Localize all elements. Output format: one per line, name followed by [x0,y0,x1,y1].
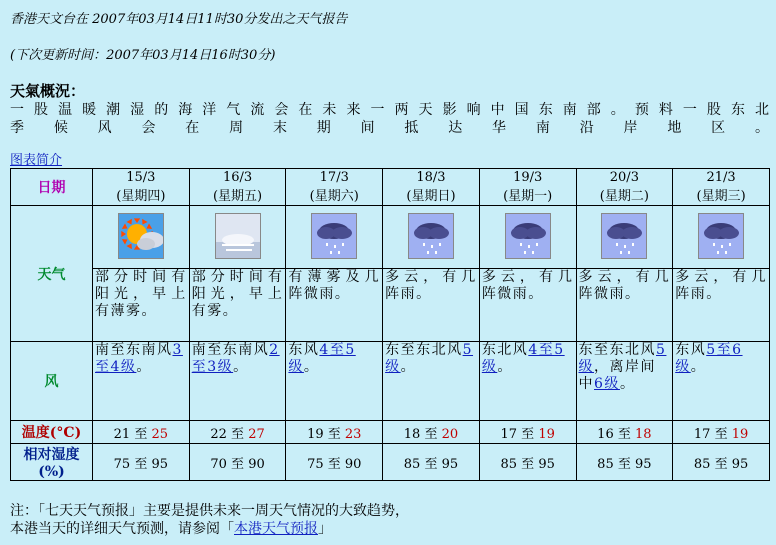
wind-direction: 东风 [675,342,707,358]
day-date: 18/3 [416,170,446,185]
range-separator: 至 [521,456,535,472]
note-line2-suffix: 」 [318,521,332,537]
wind-row [11,342,770,421]
overview-text-line1: 一股温暖潮湿的海洋气流会在未来一两天影响中国东南部。预料一股东北 [10,102,770,118]
chart-intro-link[interactable]: 图表简介 [10,153,63,168]
wind-direction: 南至东南风 [95,342,173,358]
wind-direction: 南至东南风 [191,342,270,358]
weather-icon-cell [479,206,576,269]
range-separator: 至 [424,456,438,472]
day-header [93,169,190,206]
light-rain-icon [312,214,356,258]
wind-force-link[interactable]: 5至6级 [675,342,743,375]
wind-force-link[interactable]: 5级 [578,342,667,375]
humidity-label-line2: (%) [38,464,65,480]
weather-icon-frame [408,213,454,259]
day-header [673,169,770,206]
temperature-max: 18 [635,426,652,442]
day-weekday: (星期三) [696,189,746,204]
light-rain-icon [602,214,646,258]
day-weekday: (星期日) [406,189,456,204]
humidity-range [189,444,286,481]
weather-icon-cell [383,206,480,269]
weather-icon-cell [189,206,286,269]
humidity-max: 95 [538,456,555,472]
day-header [479,169,576,206]
humidity-range [93,444,190,481]
weather-icon-cell [576,206,673,269]
wind-direction: 东至东北风 [578,342,657,358]
humidity-max: 95 [151,456,169,472]
weather-icon-cell [673,206,770,269]
note-line1: 注：「七天天气预报」主要是提供未来一周天气情况的大致趋势， [10,503,409,519]
day-date: 19/3 [513,170,543,185]
wind-suffix: 。 [136,359,152,375]
range-separator: 至 [327,456,341,472]
weather-description: 有薄雾及几阵微雨。 [286,269,383,342]
seven-day-forecast-table [10,168,770,481]
weather-description: 多云，有几阵微雨。 [479,269,576,342]
range-separator: 至 [134,456,148,472]
weather-icon-cell [286,206,383,269]
day-weekday: (星期五) [212,189,263,204]
temperature-min: 16 [597,426,614,442]
humidity-range [576,444,673,481]
temperature-min: 19 [307,426,324,442]
humidity-min: 85 [500,456,518,472]
wind-direction: 东至东北风 [385,342,463,358]
humidity-min: 85 [403,456,421,472]
weather-description: 多云，有几阵雨。 [673,269,770,342]
wind-description [189,342,286,421]
day-header [576,169,673,206]
wind-suffix: 。 [400,359,417,375]
temperature-min: 17 [693,426,711,442]
temperature-min: 21 [113,426,131,442]
wind-description [93,342,190,421]
humidity-max: 90 [248,456,265,472]
wind-description [576,342,673,421]
wind-suffix: 。 [619,376,636,392]
note-line2 [10,518,332,538]
range-separator: 至 [521,426,535,442]
temperature-range [576,421,673,444]
weather-icon-frame [215,213,261,259]
temperature-min: 17 [500,426,518,442]
day-weekday: (星期六) [309,189,359,204]
wind-force-link[interactable]: 6级 [594,376,620,392]
humidity-min: 70 [210,456,227,472]
humidity-min: 75 [113,456,131,472]
wind-description [383,342,480,421]
range-separator: 至 [134,426,148,442]
humidity-max: 95 [731,456,749,472]
weather-icon-row [11,206,770,269]
range-separator: 至 [617,426,631,442]
wind-force-link[interactable]: 5级 [385,342,474,375]
temperature-range [383,421,480,444]
day-date: 20/3 [609,170,639,185]
temperature-range [189,421,286,444]
day-header [189,169,286,206]
weather-icon-frame [601,213,647,259]
range-separator: 至 [231,426,245,442]
day-weekday: (星期四) [116,189,166,204]
wind-direction: 东风 [288,342,320,358]
wind-suffix: ，离岸间中 [578,359,657,392]
wind-suffix: 。 [233,359,249,375]
humidity-range [383,444,480,481]
humidity-min: 85 [597,456,614,472]
temperature-row-label: 温度(°C) [11,421,93,444]
day-date: 17/3 [319,170,349,185]
temperature-max: 25 [151,426,169,442]
range-separator: 至 [424,426,438,442]
humidity-max: 90 [344,456,362,472]
range-separator: 至 [617,456,631,472]
humidity-range [286,444,383,481]
wind-force-link[interactable]: 4至5级 [288,342,356,375]
light-rain-icon [699,214,743,258]
day-header [383,169,480,206]
note-line2-prefix: 本港当天的详细天气预测，请参阅「 [10,521,234,537]
day-header [286,169,383,206]
local-forecast-link[interactable]: 本港天气预报 [234,521,318,537]
weather-text-row [11,269,770,342]
temperature-max: 19 [538,426,555,442]
weather-icon-frame [698,213,744,259]
humidity-range [479,444,576,481]
range-separator: 至 [714,426,728,442]
temperature-range [93,421,190,444]
next-update-time: (下次更新时间：2007年03月14日16时30分) [10,48,276,63]
humidity-max: 95 [635,456,652,472]
humidity-min: 75 [307,456,324,472]
temperature-max: 27 [248,426,265,442]
wind-description [673,342,770,421]
weather-row-label: 天气 [11,206,93,342]
day-date: 15/3 [126,170,156,185]
temperature-max: 20 [441,426,459,442]
light-rain-icon [409,214,453,258]
humidity-range [673,444,770,481]
temperature-range [286,421,383,444]
temperature-row [11,421,770,444]
weather-icon-frame [505,213,551,259]
range-separator: 至 [231,456,245,472]
wind-suffix: 。 [303,359,320,375]
temperature-range [673,421,770,444]
date-row-label: 日期 [11,169,93,206]
wind-force-link[interactable]: 3至4级 [95,342,183,375]
temperature-min: 22 [210,426,227,442]
range-separator: 至 [327,426,341,442]
report-issue-time: 香港天文台在 2007年03月14日11时30分发出之天气报告 [10,12,348,27]
sunny-periods-mist-icon [119,214,163,258]
humidity-label-line1: 相对湿度 [23,447,80,463]
wind-force-link[interactable]: 4至5级 [481,342,565,375]
humidity-max: 95 [441,456,459,472]
humidity-row [11,444,770,481]
day-weekday: (星期二) [599,189,649,204]
temperature-max: 23 [344,426,362,442]
wind-description [479,342,576,421]
range-separator: 至 [714,456,728,472]
overview-title: 天氣概況： [10,82,86,100]
wind-suffix: 。 [497,359,513,375]
humidity-row-label [11,444,93,481]
day-weekday: (星期一) [503,189,553,204]
weather-icon-cell [93,206,190,269]
temperature-min: 18 [403,426,421,442]
wind-row-label: 风 [11,342,93,421]
wind-direction: 东北风 [481,342,529,358]
wind-suffix: 。 [690,359,707,375]
temperature-range [479,421,576,444]
humidity-min: 85 [693,456,711,472]
weather-description: 多云，有几阵雨。 [383,269,480,342]
wind-force-link[interactable]: 2至3级 [191,342,280,375]
mist-icon [216,214,260,258]
weather-description: 多云，有几阵微雨。 [576,269,673,342]
temperature-max: 19 [731,426,749,442]
weather-icon-frame [311,213,357,259]
light-rain-icon [506,214,550,258]
wind-description [286,342,383,421]
weather-description: 部分时间有阳光，早上有雾。 [189,269,286,342]
day-date: 16/3 [222,170,253,185]
day-date: 21/3 [706,170,736,185]
weather-icon-frame [118,213,164,259]
date-row [11,169,770,206]
overview-text-line2: 季候风会在周末期间抵达华南沿岸地区。 [10,120,770,136]
weather-description: 部分时间有阳光，早上有薄雾。 [93,269,190,342]
